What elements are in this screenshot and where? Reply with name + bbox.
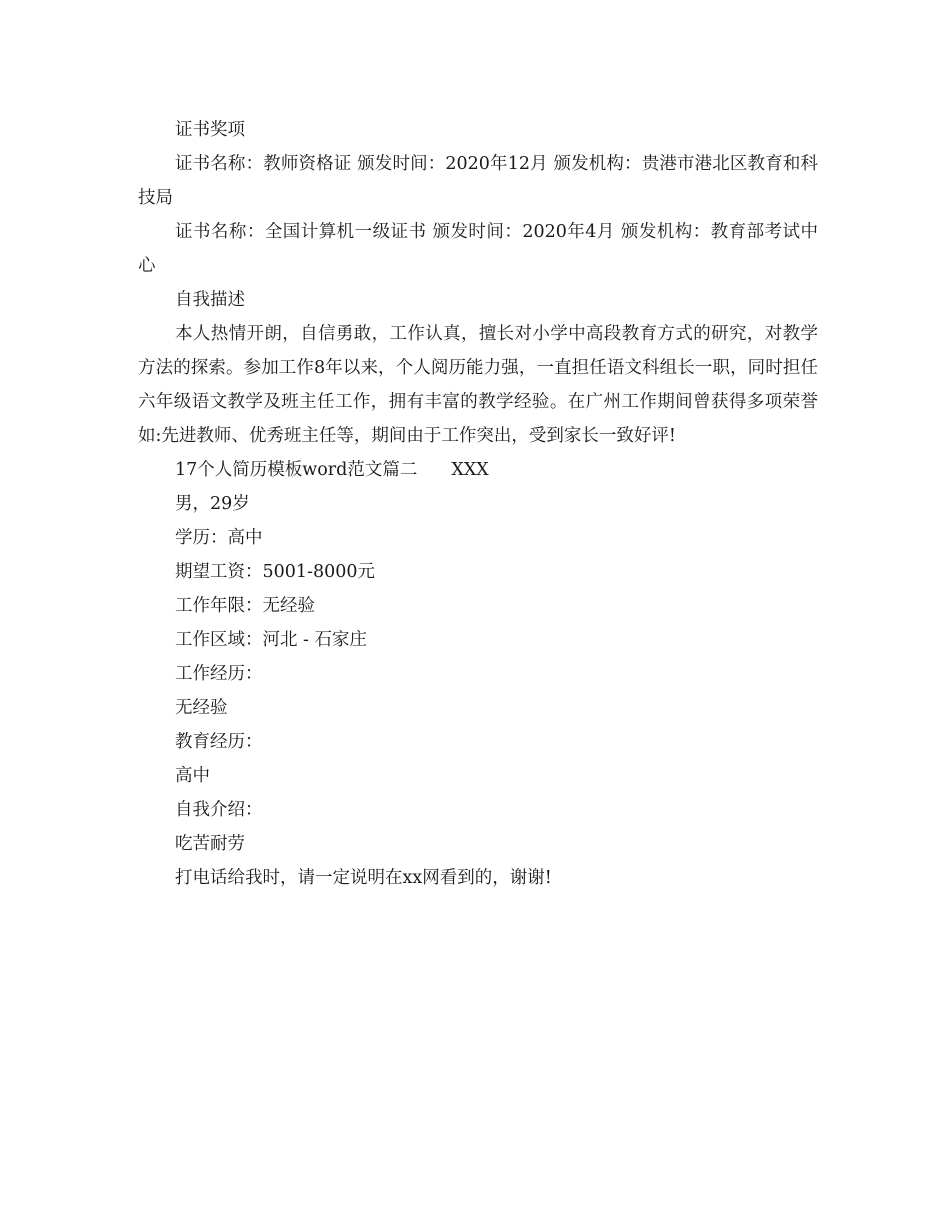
self-intro-value: 吃苦耐劳 (175, 834, 245, 854)
self-desc-body: 本人热情开朗，自信勇敢，工作认真，擅长对小学中高段教育方式的研究，对教学方法的探索。参加工作8年以来，个人阅历能力强，一直担任语文科组长一职，同时担任六年级语文教学及班主任工作，拥有丰富的教学经验。在广州工作期间曾获得多项荣誉如:先进教师、优秀班主任等，期间由于工作突出，受到家长一致好评! (138, 324, 818, 446)
resume-name: XXX (451, 460, 489, 480)
expected-salary: 期望工资：5001-8000元 (175, 562, 375, 582)
self-intro-label: 自我介绍： (175, 800, 263, 820)
gender-age: 男，29岁 (175, 494, 250, 514)
work-years: 工作年限：无经验 (175, 596, 315, 616)
resume-title: 17个人简历模板word范文篇二 (175, 460, 418, 480)
work-history-label: 工作经历： (175, 664, 263, 684)
education-history-label: 教育经历： (175, 732, 263, 752)
contact-note: 打电话给我时，请一定说明在xx网看到的，谢谢! (175, 868, 552, 888)
education-level: 学历：高中 (175, 528, 263, 548)
work-area: 工作区域：河北 - 石家庄 (175, 630, 368, 650)
resume-title-line (138, 453, 818, 487)
cert-item-teacher: 证书名称：教师资格证 颁发时间：2020年12月 颁发机构：贵港市港北区教育和科技局 (138, 154, 818, 208)
education-history-value: 高中 (175, 766, 210, 786)
cert-heading: 证书奖项 (175, 120, 245, 140)
cert-item-computer: 证书名称：全国计算机一级证书 颁发时间：2020年4月 颁发机构：教育部考试中心 (138, 222, 818, 276)
document-body (138, 113, 818, 895)
work-history-value: 无经验 (175, 698, 228, 718)
self-desc-heading: 自我描述 (175, 290, 245, 310)
